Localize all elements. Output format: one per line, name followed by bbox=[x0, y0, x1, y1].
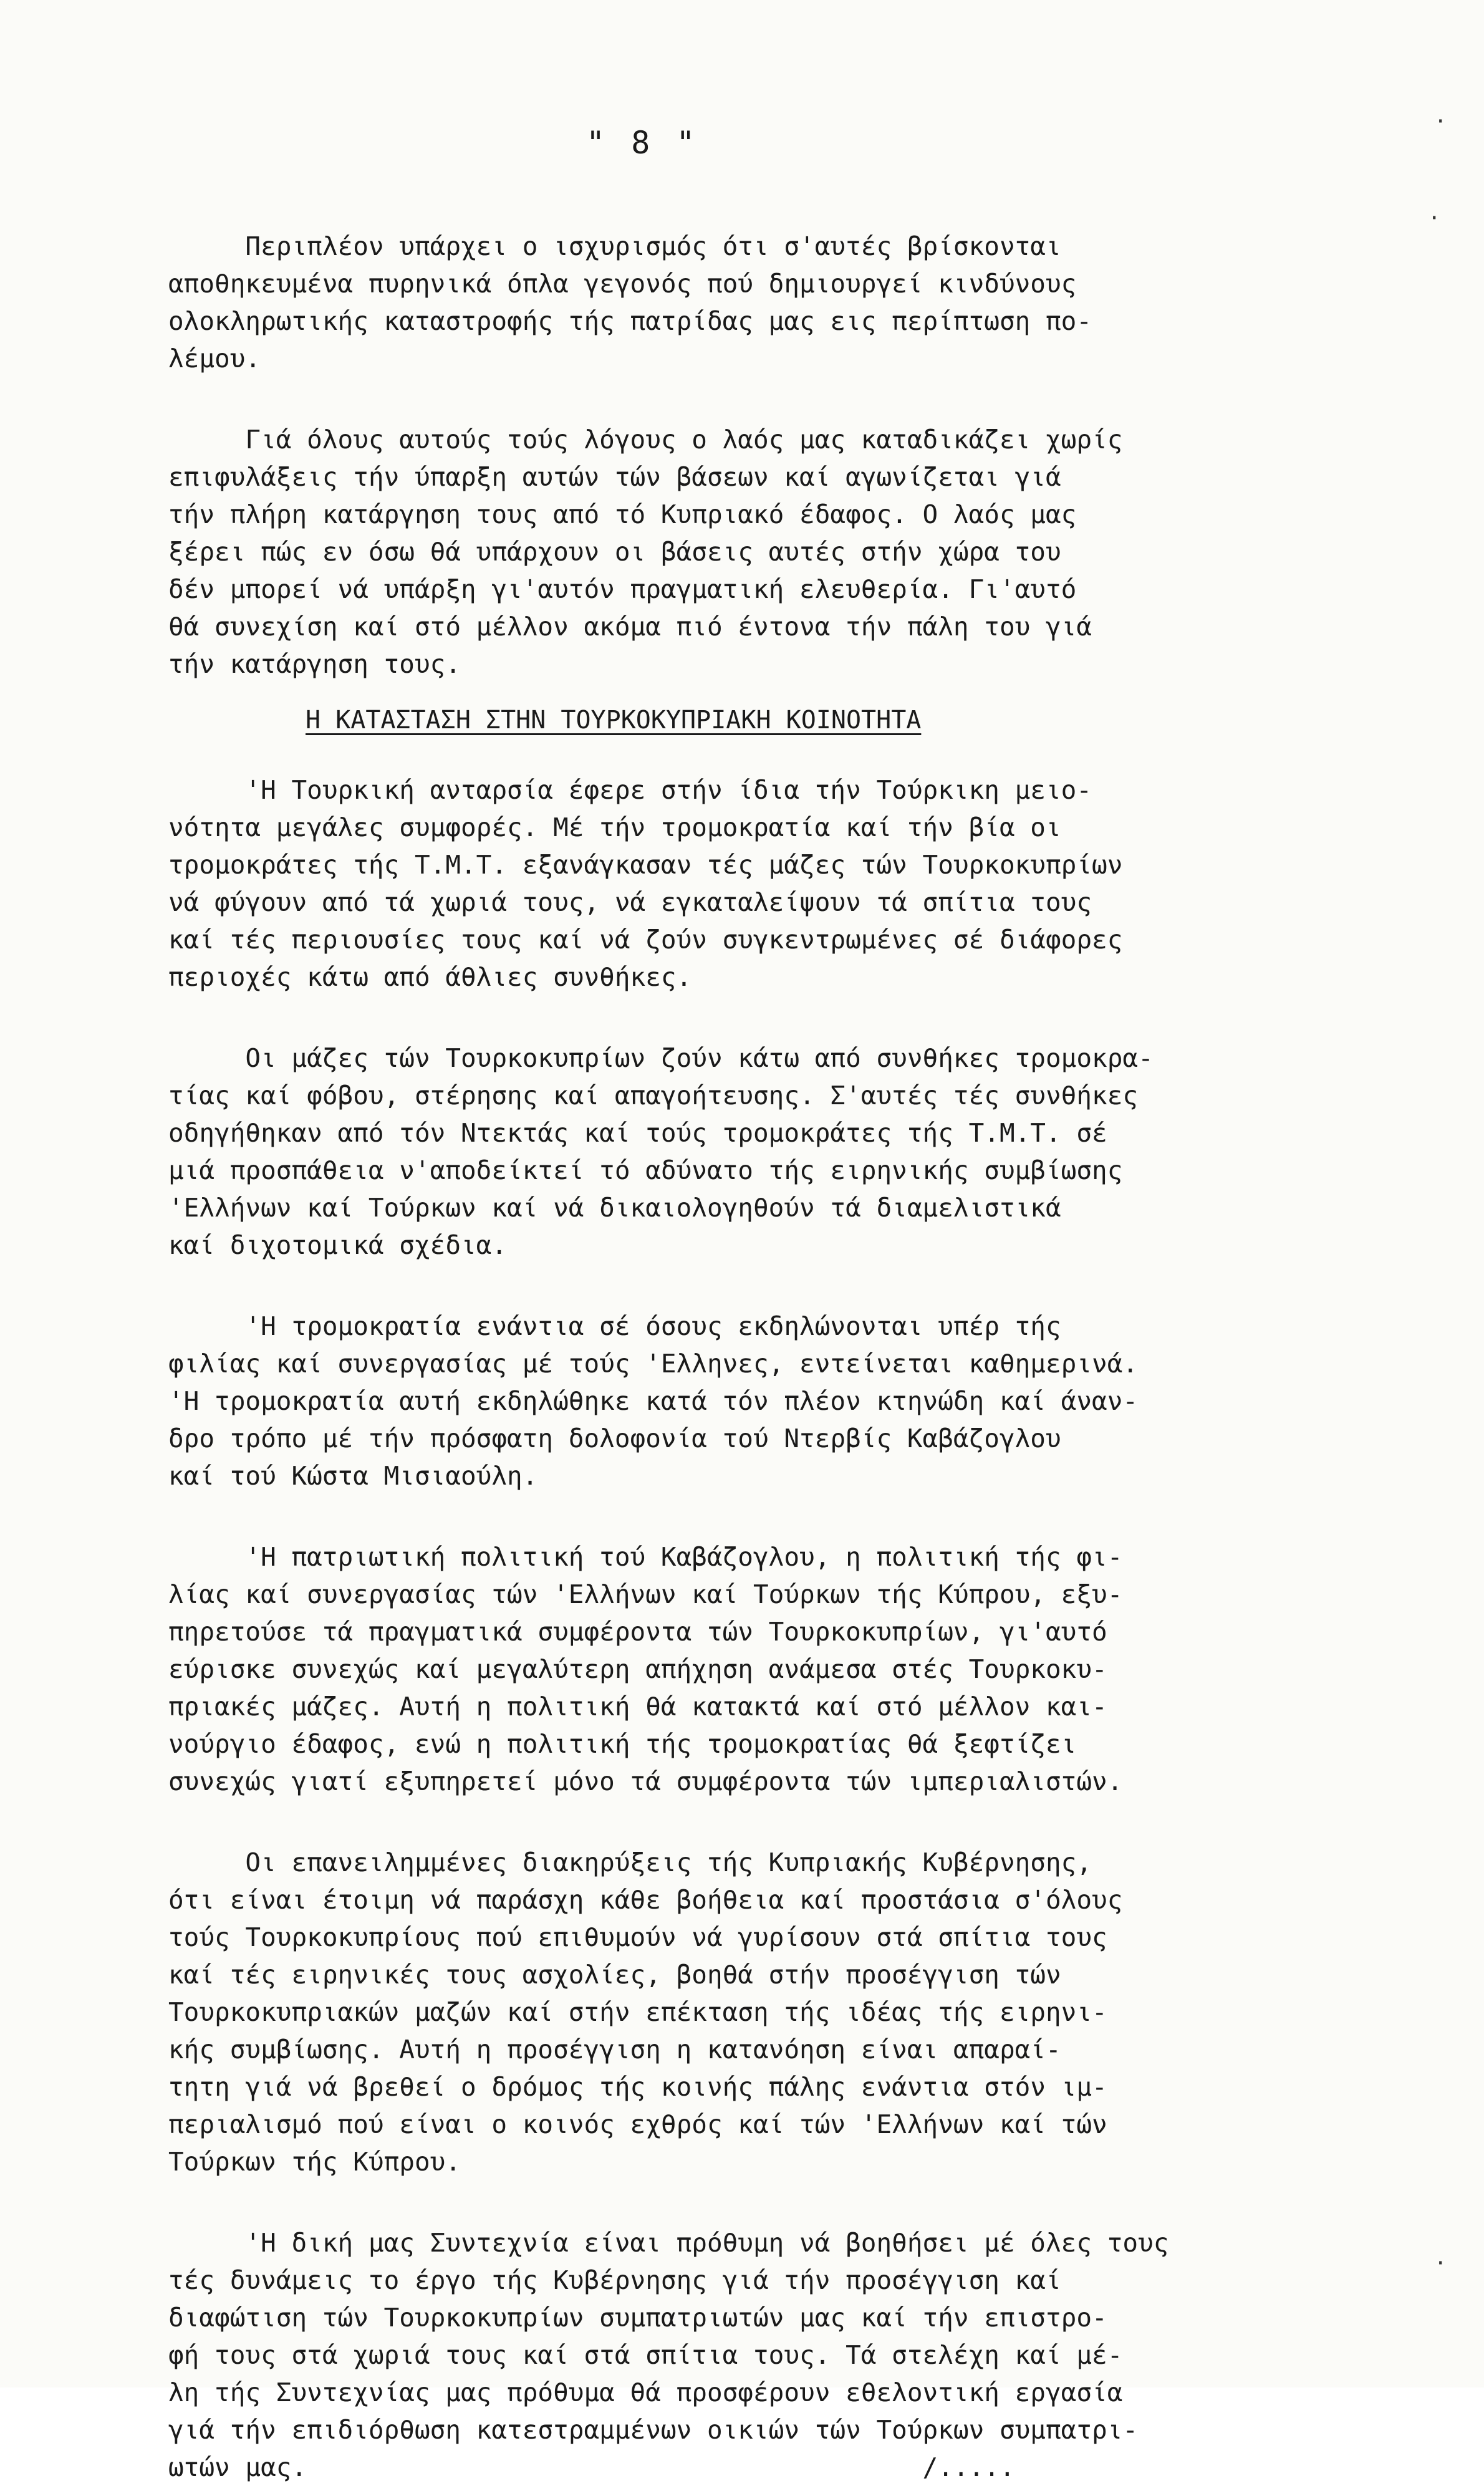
text-line: καί τές ειρηνικές τους ασχολίες, βοηθά στήν προσέγγιση τών bbox=[168, 1960, 1061, 1990]
text-line: τήν κατάργηση τους. bbox=[168, 649, 461, 679]
text-line: τήν πλήρη κατάργηση τους από τό Κυπριακό έδαφος. Ο λαός μας bbox=[168, 499, 1077, 529]
section-paragraph-6 bbox=[168, 2224, 1328, 2486]
text-line: ολοκληρωτικής καταστροφής τής πατρίδας μας εις περίπτωση πο- bbox=[168, 306, 1092, 336]
text-line: νούργιο έδαφος, ενώ η πολιτική τής τρομοκρατίας θά ξεφτίζει bbox=[168, 1729, 1077, 1759]
paragraph-1 bbox=[168, 228, 1328, 377]
text-line: πριακές μάζες. Αυτή η πολιτική θά κατακτά καί στό μέλλον και- bbox=[168, 1692, 1107, 1722]
text-line: ότι είναι έτοιμη νά παράσχη κάθε βοήθεια καί προστάσια σ'όλους bbox=[168, 1885, 1123, 1915]
text-line: νά φύγουν από τά χωριά τους, νά εγκαταλείψουν τά σπίτια τους bbox=[168, 887, 1092, 917]
page-number: " 8 " bbox=[586, 125, 699, 161]
text-line: γιά τήν επιδιόρθωση κατεστραμμένων οικιών τών Τούρκων συμπατρι- bbox=[168, 2415, 1139, 2445]
document-body bbox=[168, 228, 1328, 2486]
text-line: τίας καί φόβου, στέρησης καί απαγοήτευσης. Σ'αυτές τές συνθήκες bbox=[168, 1081, 1139, 1111]
text-line: 'Η δική μας Συντεχνία είναι πρόθυμη νά βοηθήσει μέ όλες τους bbox=[168, 2228, 1169, 2258]
margin-speck: · bbox=[1428, 206, 1441, 231]
text-line: λίας καί συνεργασίας τών 'Ελλήνων καί Τούρκων τής Κύπρου, εξυ- bbox=[168, 1579, 1123, 1609]
text-line: Τουρκοκυπριακών μαζών καί στήν επέκταση τής ιδέας τής ειρηνι- bbox=[168, 1997, 1107, 2027]
text-line: καί τές περιουσίες τους καί νά ζούν συγκεντρωμένες σέ διάφορες bbox=[168, 925, 1123, 955]
text-line: δέν μπορεί νά υπάρξη γι'αυτόν πραγματική ελευθερία. Γι'αυτό bbox=[168, 574, 1077, 604]
section-paragraph-2 bbox=[168, 1039, 1328, 1264]
section-paragraph-5 bbox=[168, 1844, 1328, 2180]
text-line: τές δυνάμεις το έργο τής Κυβέρνησης γιά τήν προσέγγιση καί bbox=[168, 2265, 1061, 2295]
text-line: εύρισκε συνεχώς καί μεγαλύτερη απήχηση ανάμεσα στές Τουρκοκυ- bbox=[168, 1654, 1107, 1684]
text-line: ωτών μας. /..... bbox=[168, 2452, 1015, 2482]
text-line: κής συμβίωσης. Αυτή η προσέγγιση η κατανόηση είναι απαραί- bbox=[168, 2035, 1061, 2064]
text-line: φή τους στά χωριά τους καί στά σπίτια τους. Τά στελέχη καί μέ- bbox=[168, 2340, 1123, 2370]
text-line: 'Η τρομοκρατία ενάντια σέ όσους εκδηλώνονται υπέρ τής bbox=[168, 1311, 1061, 1341]
section-paragraph-4 bbox=[168, 1538, 1328, 1800]
text-line: θά συνεχίση καί στό μέλλον ακόμα πιό έντονα τήν πάλη του γιά bbox=[168, 612, 1092, 642]
text-line: Οι επανειλημμένες διακηρύξεις τής Κυπριακής Κυβέρνησης, bbox=[168, 1848, 1092, 1877]
text-line: αποθηκευμένα πυρηνικά όπλα γεγονός πού δημιουργεί κινδύνους bbox=[168, 269, 1077, 299]
text-line: Τούρκων τής Κύπρου. bbox=[168, 2147, 461, 2177]
text-line: 'Ελλήνων καί Τούρκων καί νά δικαιολογηθούν τά διαμελιστικά bbox=[168, 1193, 1061, 1223]
text-line: διαφώτιση τών Τουρκοκυπρίων συμπατριωτών μας καί τήν επιστρο- bbox=[168, 2303, 1107, 2333]
text-line: ξέρει πώς εν όσω θά υπάρχουν οι βάσεις αυτές στήν χώρα του bbox=[168, 537, 1061, 567]
text-line: λέμου. bbox=[168, 344, 261, 373]
text-line: πηρετούσε τά πραγματικά συμφέροντα τών Τουρκοκυπρίων, γι'αυτό bbox=[168, 1617, 1107, 1647]
text-line: δρο τρόπο μέ τήν πρόσφατη δολοφονία τού Ντερβίς Καβάζογλου bbox=[168, 1424, 1061, 1453]
text-line: περιοχές κάτω από άθλιες συνθήκες. bbox=[168, 962, 692, 992]
text-line: νότητα μεγάλες συμφορές. Μέ τήν τρομοκρατία καί τήν βία οι bbox=[168, 812, 1061, 842]
margin-speck: · bbox=[1434, 2251, 1447, 2276]
text-line: 'Η πατριωτική πολιτική τού Καβάζογλου, η πολιτική τής φι- bbox=[168, 1542, 1123, 1572]
section-paragraph-3 bbox=[168, 1308, 1328, 1495]
paragraph-2 bbox=[168, 421, 1328, 683]
text-line: οδηγήθηκαν από τόν Ντεκτάς καί τούς τρομοκράτες τής Τ.Μ.Τ. σέ bbox=[168, 1118, 1107, 1148]
text-line: τρομοκράτες τής Τ.Μ.Τ. εξανάγκασαν τές μάζες τών Τουρκοκυπρίων bbox=[168, 850, 1123, 880]
text-line: συνεχώς γιατί εξυπηρετεί μόνο τά συμφέροντα τών ιμπεριαλιστών. bbox=[168, 1766, 1123, 1796]
text-line: 'Η Τουρκική ανταρσία έφερε στήν ίδια τήν Τούρκικη μειο- bbox=[168, 775, 1092, 805]
section-paragraph-1 bbox=[168, 771, 1328, 996]
text-line: 'Η τρομοκρατία αυτή εκδηλώθηκε κατά τόν πλέον κτηνώδη καί άναν- bbox=[168, 1386, 1139, 1416]
text-line: Οι μάζες τών Τουρκοκυπρίων ζούν κάτω από συνθήκες τρομοκρα- bbox=[168, 1043, 1154, 1073]
text-line: περιαλισμό πού είναι ο κοινός εχθρός καί τών 'Ελλήνων καί τών bbox=[168, 2109, 1107, 2139]
margin-speck: · bbox=[1434, 109, 1447, 134]
text-line: Περιπλέον υπάρχει ο ισχυρισμός ότι σ'αυτές βρίσκονται bbox=[168, 231, 1061, 261]
text-line: μιά προσπάθεια ν'αποδείκτεί τό αδύνατο τής ειρηνικής συμβίωσης bbox=[168, 1155, 1123, 1185]
text-line: καί διχοτομικά σχέδια. bbox=[168, 1230, 508, 1260]
text-line: καί τού Κώστα Μισιαούλη. bbox=[168, 1461, 538, 1491]
text-line: επιφυλάξεις τήν ύπαρξη αυτών τών βάσεων καί αγωνίζεται γιά bbox=[168, 462, 1061, 492]
text-line: λη τής Συντεχνίας μας πρόθυμα θά προσφέρουν εθελοντική εργασία bbox=[168, 2378, 1123, 2407]
section-heading: Η ΚΑΤΑΣΤΑΣΗ ΣΤΗΝ ΤΟΥΡΚΟΚΥΠΡΙΑΚΗ ΚΟΙΝΟΤΗΤΑ bbox=[306, 706, 922, 735]
text-line: φιλίας καί συνεργασίας μέ τούς 'Ελληνες, εντείνεται καθημερινά. bbox=[168, 1349, 1139, 1379]
text-line: Γιά όλους αυτούς τούς λόγους ο λαός μας καταδικάζει χωρίς bbox=[168, 425, 1123, 455]
text-line: τούς Τουρκοκυπρίους πού επιθυμούν νά γυρίσουν στά σπίτια τους bbox=[168, 1922, 1107, 1952]
text-line: τητη γιά νά βρεθεί ο δρόμος τής κοινής πάλης ενάντια στόν ιμ- bbox=[168, 2072, 1107, 2102]
